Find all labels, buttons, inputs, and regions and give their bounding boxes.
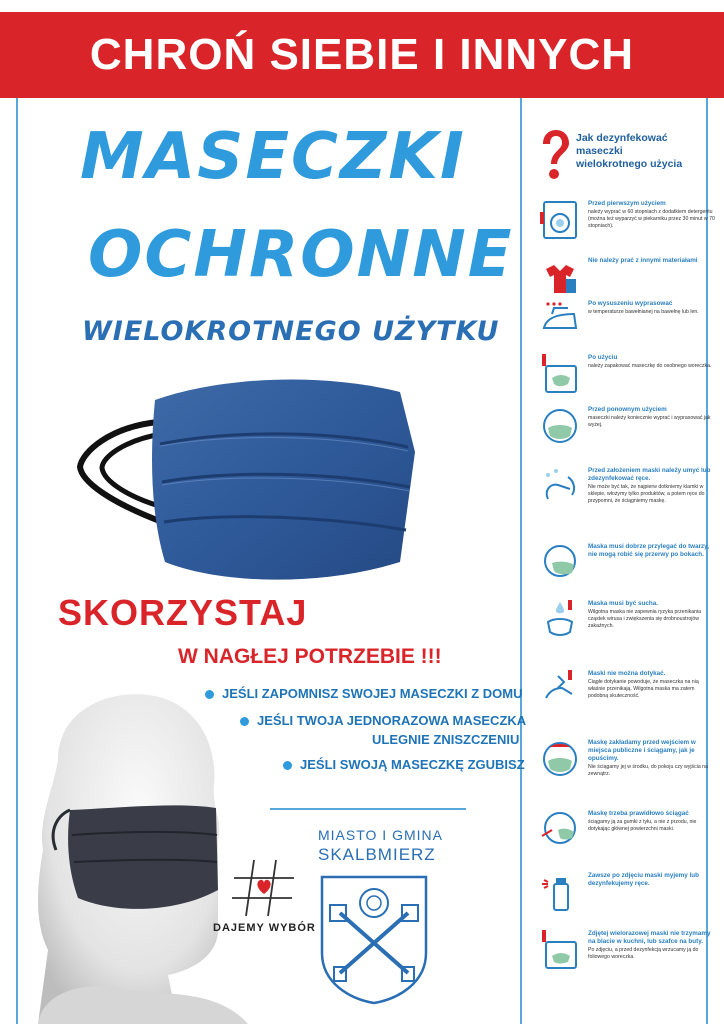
instruction-body: w temperaturze bawełnianej na bawełnę lub len. [588,309,699,315]
question-mark-icon [538,128,572,184]
washing-machine-icon [538,198,582,242]
blue-mask-image [70,372,420,597]
instruction-body: Nie ściągamy jej w środku, do pokoju czy wyjścia na zewnątrz. [588,764,708,777]
mask-outdoor-icon [538,737,582,781]
no-touch-icon [538,668,582,712]
frame-line-mid [520,98,522,1024]
instruction-body: należy wyprać w 60 stopniach z dodatkiem detergentu (można też wyparzyć w piekarniku przez 30 minut w 70 stopniach). [588,209,715,229]
instruction-body: Wilgotna maska nie zapewnia ryzyka przenikania cząstek wirusa i zwiększenia się drobnoustrojów zakaźnych. [588,609,702,629]
instruction-heading: Maska musi dobrze przylegać do twarzy, nie mogą robić się przerwy po bokach. [588,543,709,558]
bullet-item: JEŚLI SWOJĄ MASECZKĘ ZGUBISZ [283,757,525,772]
bullet-item: JEŚLI ZAPOMNISZ SWOJEJ MASECZKI Z DOMU [205,686,522,701]
instruction-text [588,300,716,316]
instruction-body: Ciągłe dotykanie powoduje, że maseczka na nią właśnie przenikają. Wilgotna maska ma zatem podobną skuteczność. [588,679,699,699]
call-to-action: SKORZYSTAJ [58,592,308,633]
instruction-heading: Po użyciu [588,354,618,361]
title-line-1: MASECZKI [80,120,466,194]
no-mixing-icon [538,255,582,299]
instruction-text [588,810,716,833]
hashtag-text: DAJEMY WYBÓR [213,922,316,934]
instruction-body: Nie może być tak, że najpierw dotkniemy klamki w sklepie, włożymy tylko produktów, a potem ręce do przypomni, że ściągniemy maskę. [588,484,705,504]
iron-icon [538,298,582,342]
instructions-title: Jak dezynfekować maseczki wielokrotnego użycia [576,132,683,170]
profile-mask-icon [538,541,582,585]
coat-of-arms-icon [318,873,430,1005]
instruction-text [588,467,716,505]
instruction-text [588,872,716,888]
city-name: MIASTO I GMINA SKALBMIERZ [318,827,443,864]
divider-line [270,808,466,810]
instruction-heading: Maskę trzeba prawidłowo ściągać [588,810,689,817]
instruction-heading: Nie należy prać z innymi materiałami [588,257,698,264]
bullet-item: JEŚLI TWOJA JEDNORAZOWA MASECZKA [240,713,526,728]
mask-bin-icon [538,928,582,972]
instruction-body: należy zapakować maseczkę do osobnego woreczka. [588,363,712,369]
instruction-text [588,600,716,630]
instruction-text [588,543,716,559]
title-line-2: OCHRONNE [88,218,514,292]
instruction-text [588,930,716,961]
instruction-body: ściągamy ją za gumki z tyłu, a nie z przodu, nie dotykając głównej powierzchni maski. [588,819,697,832]
instruction-text [588,739,716,778]
instruction-text [588,406,716,429]
instruction-text [588,670,716,700]
instruction-text [588,257,716,265]
wet-mask-icon [538,598,582,642]
instruction-heading: Maska musi być sucha. [588,600,658,607]
bullet-item-continued: ULEGNIE ZNISZCZENIU [372,732,520,747]
instruction-heading: Przed założeniem maski należy umyć lub zdezynfekować ręce. [588,467,711,482]
mannequin-image [18,690,248,1024]
instruction-heading: Zawsze po zdjęciu maski myjemy lub dezynfekujemy ręce. [588,872,699,887]
hashtag-heart-icon [228,856,300,920]
remove-mask-icon [538,808,582,852]
title-line-3: WIELOKROTNEGO UŻYTKU [82,316,500,347]
mask-bag-icon [538,352,582,396]
instruction-text [588,354,716,370]
wash-hands-icon [538,465,582,509]
instruction-text [588,200,716,230]
instruction-heading: Maskę zakładamy przed wejściem w miejsca publiczne i ściągamy, jak je opuścimy. [588,739,696,762]
instruction-heading: Przed pierwszym użyciem [588,200,666,207]
instruction-body: Po zdjęciu, a przed dezynfekcją wrzucamy ją do foliowego woreczka. [588,947,699,960]
face-mask-icon [538,404,582,448]
instruction-body: maseczki należy koniecznie wyprać i wyprasować jak wyżej. [588,415,711,428]
spray-icon [538,870,582,914]
instruction-heading: Przed ponownym użyciem [588,406,667,413]
call-subline: W NAGŁEJ POTRZEBIE !!! [178,645,442,668]
instruction-heading: Maski nie można dotykać. [588,670,666,677]
banner-title: CHROŃ SIEBIE I INNYCH [89,30,635,79]
instruction-heading: Zdjętej wielorazowej maski nie trzymamy na blacie w kuchni, lub szafce na buty. [588,930,711,945]
top-banner [0,12,724,98]
instruction-heading: Po wysuszeniu wyprasować [588,300,673,307]
